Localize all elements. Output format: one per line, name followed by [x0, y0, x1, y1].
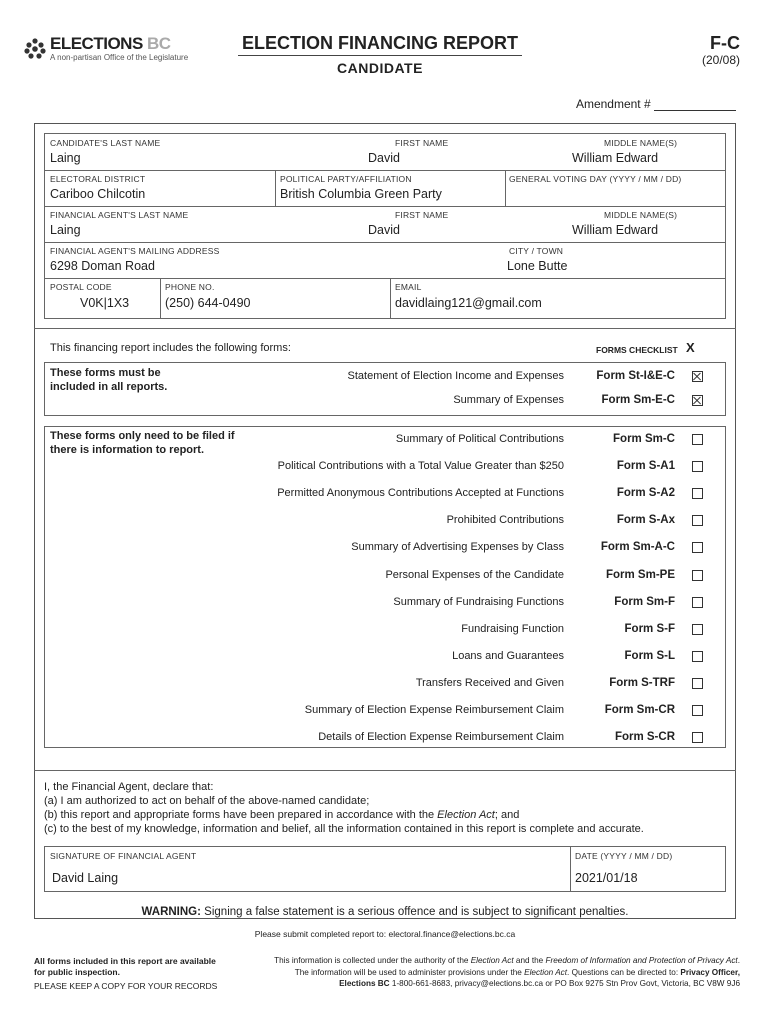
- candidate-middle-name[interactable]: William Edward: [572, 151, 659, 165]
- form-row-code: Form S-F: [624, 622, 675, 635]
- agent-first-name[interactable]: David: [368, 223, 400, 237]
- amendment-field[interactable]: [540, 97, 736, 111]
- form-row-code: Form Sm-C: [613, 433, 675, 445]
- agent-first-name-label: FIRST NAME: [395, 210, 449, 220]
- district-value[interactable]: Cariboo Chilcotin: [50, 187, 146, 201]
- agent-city[interactable]: Lone Butte: [507, 259, 568, 273]
- date-value[interactable]: 2021/01/18: [575, 871, 638, 885]
- form-row-code: Form S-CR: [614, 731, 675, 744]
- candidate-last-name[interactable]: Laing: [50, 151, 81, 165]
- form-version: (20/08): [701, 53, 740, 67]
- agent-last-name-label: FINANCIAL AGENT'S LAST NAME: [50, 210, 189, 220]
- logo-wordmark: [50, 34, 171, 54]
- privacy-notice: [230, 955, 740, 990]
- page-subtitle: CANDIDATE: [337, 60, 423, 76]
- district-label: ELECTORAL DISTRICT: [50, 174, 146, 184]
- form-checkbox[interactable]: [692, 597, 703, 608]
- form-row-label: Personal Expenses of the Candidate: [385, 568, 564, 581]
- amendment-input[interactable]: [654, 98, 736, 111]
- warning-text: Signing a false statement is a serious offence and is subject to significant penalties.: [204, 906, 629, 918]
- declaration-b: (b) this report and appropriate forms have been prepared in accordance with the Election Act; and: [44, 809, 520, 821]
- form-code: F-C: [710, 33, 740, 53]
- form-checkbox[interactable]: [692, 542, 703, 553]
- form-row-label: Prohibited Contributions: [446, 514, 564, 527]
- form-row-label: Loans and Guarantees: [452, 649, 564, 662]
- signature-value[interactable]: David Laing: [52, 871, 119, 885]
- date-label: DATE (YYYY / MM / DD): [575, 851, 673, 861]
- phone-value[interactable]: (250) 644-0490: [165, 296, 251, 310]
- form-checkbox[interactable]: [692, 678, 703, 689]
- form-checkbox[interactable]: [692, 515, 703, 526]
- privacy-line3: Elections BC 1-800-661-8683, privacy@elections.bc.ca or PO Box 9275 Stn Prov Govt, Victoria, BC V8W 9J6: [339, 979, 740, 988]
- form-row-label: Summary of Political Contributions: [395, 433, 564, 445]
- form-checkbox[interactable]: [692, 461, 703, 472]
- form-row-label: Details of Election Expense Reimbursement Claim: [318, 731, 564, 744]
- phone-label: PHONE NO.: [165, 282, 215, 292]
- form-checkbox[interactable]: [692, 705, 703, 716]
- title-underline: [238, 55, 522, 56]
- elections-bc-logo-icon: [22, 36, 48, 62]
- agent-last-name[interactable]: Laing: [50, 223, 81, 237]
- email-value[interactable]: davidlaing121@gmail.com: [395, 296, 542, 310]
- form-row-code: Form St-I&E-C: [596, 370, 675, 382]
- form-row-label: Permitted Anonymous Contributions Accepted at Functions: [277, 487, 564, 500]
- form-row-code: Form Sm-A-C: [600, 541, 675, 554]
- agent-middle-name-label: MIDDLE NAME(S): [604, 210, 678, 220]
- voting-day-label: GENERAL VOTING DAY (YYYY / MM / DD): [509, 174, 682, 184]
- email-label: EMAIL: [395, 282, 422, 292]
- forms-checklist-label: FORMS CHECKLIST: [596, 345, 678, 355]
- form-checkbox[interactable]: [692, 570, 703, 581]
- form-row-label: Political Contributions with a Total Value Greater than $250: [277, 460, 564, 473]
- candidate-first-name-label: FIRST NAME: [395, 138, 449, 148]
- page-title: ELECTION FINANCING REPORT: [241, 33, 518, 53]
- candidate-last-name-label: CANDIDATE'S LAST NAME: [50, 138, 161, 148]
- optional-forms-note: These forms only need to be filed if there is information to report.: [50, 430, 235, 456]
- form-row-code: Form Sm-PE: [605, 568, 675, 581]
- form-row-code: Form Sm-F: [614, 595, 675, 608]
- agent-address[interactable]: 6298 Doman Road: [50, 259, 155, 273]
- form-checkbox[interactable]: [692, 624, 703, 635]
- agent-city-label: CITY / TOWN: [509, 246, 564, 256]
- amendment-label: Amendment #: [575, 97, 651, 111]
- form-row-code: Form S-Ax: [616, 514, 675, 527]
- public-note-line1: All forms included in this report are available: [34, 956, 216, 966]
- public-note-line2: for public inspection.: [34, 967, 120, 977]
- party-value[interactable]: British Columbia Green Party: [280, 187, 442, 201]
- declaration-intro: I, the Financial Agent, declare that:: [44, 781, 214, 793]
- form-checkbox[interactable]: [692, 732, 703, 743]
- warning: [34, 906, 736, 918]
- form-row-code: Form Sm-CR: [604, 704, 675, 716]
- form-checkbox[interactable]: [692, 434, 703, 445]
- warning-label: WARNING:: [141, 906, 201, 918]
- signature-label: SIGNATURE OF FINANCIAL AGENT: [50, 851, 197, 861]
- declaration-c: (c) to the best of my knowledge, information and belief, all the information contained in this report is complete and accurate.: [44, 823, 644, 835]
- privacy-line2: The information will be used to administer provisions under the Election Act. Questions can be directed to: Privacy Officer,: [294, 967, 740, 977]
- form-row-label: Transfers Received and Given: [415, 676, 564, 689]
- form-row-label: Fundraising Function: [461, 622, 564, 635]
- postal-code-label: POSTAL CODE: [50, 282, 112, 292]
- declaration-a: (a) I am authorized to act on behalf of the above-named candidate;: [44, 795, 370, 807]
- agent-middle-name[interactable]: William Edward: [572, 223, 659, 237]
- form-row-code: Form S-A2: [616, 487, 675, 500]
- form-row-code: Form S-L: [624, 649, 675, 662]
- logo-tagline: A non-partisan Office of the Legislature: [50, 53, 189, 62]
- form-row-code: Form S-TRF: [609, 676, 675, 689]
- form-checkbox[interactable]: [692, 371, 703, 382]
- party-label: POLITICAL PARTY/AFFILIATION: [280, 174, 412, 184]
- form-row-label: Summary of Election Expense Reimbursement Claim: [304, 704, 564, 716]
- section-divider: [34, 328, 736, 329]
- form-row-label: Statement of Election Income and Expenses: [347, 370, 564, 382]
- form-checkbox[interactable]: [692, 651, 703, 662]
- form-checkbox[interactable]: [692, 395, 703, 406]
- form-row-code: Form S-A1: [616, 460, 675, 473]
- candidate-middle-name-label: MIDDLE NAME(S): [604, 138, 678, 148]
- privacy-line1: This information is collected under the authority of the Election Act and the Freedom of Information and Protection of Privacy Act.: [274, 956, 740, 965]
- forms-intro: This financing report includes the following forms:: [50, 342, 291, 354]
- form-checkbox[interactable]: [692, 488, 703, 499]
- info-left-border: [44, 133, 45, 319]
- form-row-label: Summary of Fundraising Functions: [393, 595, 564, 608]
- form-row-label: Summary of Expenses: [453, 394, 564, 406]
- agent-address-label: FINANCIAL AGENT'S MAILING ADDRESS: [50, 246, 220, 256]
- required-forms-note: These forms must be included in all reports.: [50, 367, 168, 393]
- info-right-border: [725, 133, 726, 319]
- postal-code-value[interactable]: V0K|1X3: [80, 296, 130, 310]
- info-bottom-border: [44, 318, 726, 319]
- form-row-label: Summary of Advertising Expenses by Class: [351, 541, 564, 554]
- candidate-first-name[interactable]: David: [368, 151, 400, 165]
- forms-checklist-mark: X: [686, 340, 695, 355]
- keep-copy-note: PLEASE KEEP A COPY FOR YOUR RECORDS: [34, 981, 218, 991]
- logo-region: BC: [147, 34, 171, 53]
- form-row-code: Form Sm-E-C: [601, 394, 675, 406]
- submit-note: Please submit completed report to: electoral.finance@elections.bc.ca: [254, 929, 516, 939]
- info-top-border: [44, 133, 726, 134]
- logo-name: ELECTIONS: [50, 34, 143, 53]
